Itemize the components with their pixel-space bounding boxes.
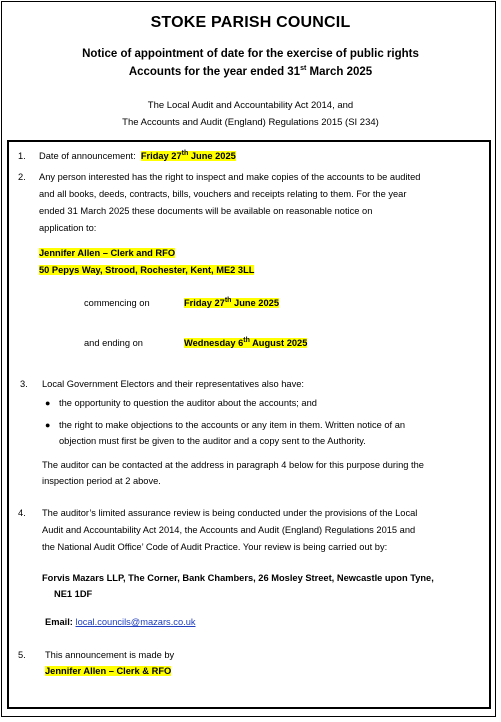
auditor-address-line-2: NE1 1DF <box>54 589 93 599</box>
item-2-text-line-1: Any person interested has the right to inspect and make copies of the accounts to be audited <box>39 172 421 182</box>
item-4-text-line-2: Audit and Accountability Act 2014, the Accounts and Audit (England) Regulations 2015 and <box>42 525 416 535</box>
bullet-2-icon: ● <box>45 420 51 430</box>
item-3-number: 3. <box>20 379 28 389</box>
item-2-text-line-4: application to: <box>39 223 97 233</box>
auditor-email-line <box>45 614 196 632</box>
council-title: STOKE PARISH COUNCIL <box>150 14 351 31</box>
commencing-label: commencing on <box>84 298 150 308</box>
item-2-text-line-2: and all books, deeds, contracts, bills, vouchers and receipts relating to them. For the year <box>39 189 407 199</box>
item-1-number: 1. <box>18 151 26 161</box>
notice-title: Notice of appointment of date for the exercise of public rights <box>82 48 419 60</box>
legislation-line-1: The Local Audit and Accountability Act 2014, and <box>147 100 354 111</box>
item-5-number: 5. <box>18 650 26 660</box>
item-5-text-line-1: This announcement is made by <box>45 650 175 660</box>
signatory: Jennifer Allen – Clerk & RFO <box>45 666 172 676</box>
announcement-label: Date of announcement: <box>39 151 136 161</box>
bullet-1-text: the opportunity to question the auditor about the accounts; and <box>59 398 317 408</box>
item-2-text-line-3: ended 31 March 2025 these documents will be available on reasonable notice on <box>39 206 373 216</box>
item-4-number: 4. <box>18 508 26 518</box>
item-4-text-line-1: The auditor’s limited assurance review is being conducted under the provisions of the Local <box>42 508 418 518</box>
auditor-contact-note-line-1: The auditor can be contacted at the address in paragraph 4 below for this purpose during the <box>42 460 424 470</box>
auditor-contact-note-line-2: inspection period at 2 above. <box>42 476 161 486</box>
email-label: Email: <box>45 617 73 627</box>
accounts-year-title: Accounts for the year ended 31st March 2025 <box>128 65 373 78</box>
commencing-date: Friday 27th June 2025 <box>184 296 279 308</box>
ending-date: Wednesday 6th August 2025 <box>184 336 308 348</box>
bullet-1-icon: ● <box>45 398 51 408</box>
auditor-address-line-1: Forvis Mazars LLP, The Corner, Bank Chambers, 26 Mosley Street, Newcastle upon Tyne, <box>42 573 434 583</box>
bullet-2-text-line-1: the right to make objections to the accounts or any item in them. Written notice of an <box>59 420 406 430</box>
item-4-text-line-3: the National Audit Office’ Code of Audit Practice. Your review is being carried out by: <box>42 542 388 552</box>
auditor-email-link[interactable]: local.councils@mazars.co.uk <box>75 617 196 627</box>
item-3-text-line-1: Local Government Electors and their representatives also have: <box>42 379 305 389</box>
bullet-2-text-line-2: objection must first be given to the auditor and a copy sent to the Authority. <box>59 436 366 446</box>
legislation-line-2: The Accounts and Audit (England) Regulations 2015 (SI 234) <box>122 117 379 128</box>
item-2-number: 2. <box>18 172 26 182</box>
contact-name: Jennifer Allen – Clerk and RFO <box>39 248 176 258</box>
announcement-date: Friday 27th June 2025 <box>140 149 236 161</box>
ending-label: and ending on <box>84 338 143 348</box>
contact-address: 50 Pepys Way, Strood, Rochester, Kent, ME2 3LL <box>39 265 255 275</box>
item-1-line <box>39 148 236 166</box>
